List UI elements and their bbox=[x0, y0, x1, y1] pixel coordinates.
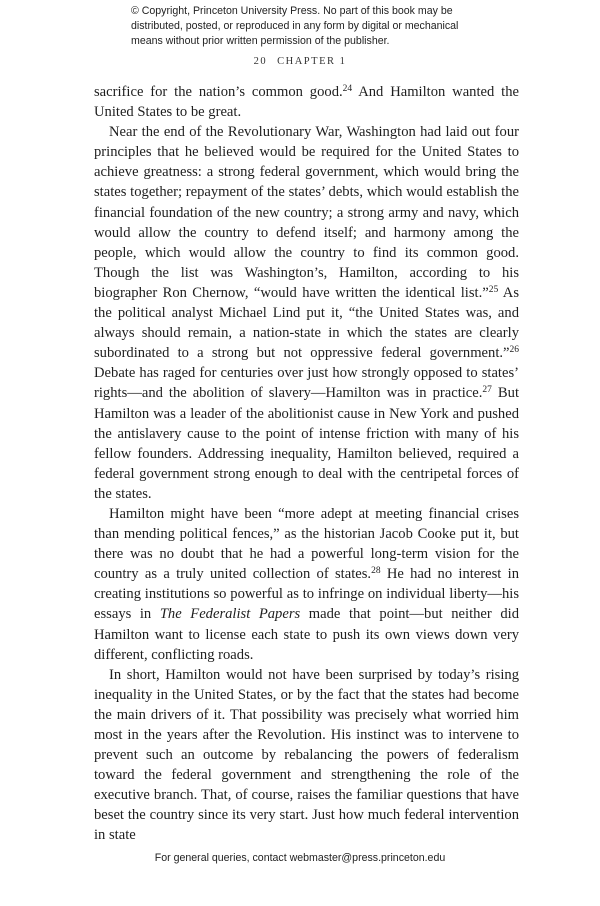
footer-contact: For general queries, contact webmaster@press.princeton.edu bbox=[154, 852, 446, 864]
running-head bbox=[0, 56, 600, 67]
copyright-line: distributed, posted, or reproduced in any form by digital or mechanical bbox=[131, 20, 459, 32]
body-text bbox=[94, 82, 519, 846]
text-run: In short, Hamilton would not have been surprised by today’s rising inequality in the United States, or by the fact that the states had become the main drivers of it. That possibility was precisely what worried him most in the years after the Revolution. His instinct was to intervene to prevent such an outcome by rebalancing the powers of federalism toward the federal government and strengthening the role of the executive branch. That, of course, raises the familiar questions that have beset the country since its very start. Just how much federal intervention in state bbox=[94, 666, 519, 844]
text-run: made that point—but neither did Hamilton want to license each state to push its own views down very different, conflicting roads. bbox=[94, 606, 519, 663]
italic-title: The Federalist Papers bbox=[159, 606, 301, 623]
footnote-ref: 24 bbox=[342, 84, 353, 94]
text-run: Debate has raged for centuries over just how strongly opposed to states’ rights—and the abolition of slavery—Hamilton was in practice. bbox=[94, 365, 519, 402]
footnote-ref: 25 bbox=[488, 284, 499, 295]
paragraph bbox=[94, 122, 519, 504]
text-run: He had no interest in creating institutions so powerful as to infringe on individual liberty—his essays in bbox=[94, 566, 520, 623]
footnote-ref: 26 bbox=[509, 345, 519, 356]
copyright-notice bbox=[131, 4, 491, 49]
paragraph bbox=[94, 665, 519, 846]
footnote-ref: 28 bbox=[371, 566, 381, 577]
paragraph bbox=[94, 82, 519, 122]
text-run: As the political analyst Michael Lind put it, “the United States was, and always should remain, a nation-state in which the states are clearly subordinated to a strong but not oppressive federal government.” bbox=[94, 284, 519, 362]
page-number: 20 bbox=[253, 56, 268, 67]
text-run: But Hamilton was a leader of the abolitionist cause in New York and pushed the antislavery cause to the point of intense friction with many of his fellow founders. Addressing inequality, Hamilton believed, required a federal government strong enough to deal with the centripetal forces of the states. bbox=[94, 385, 519, 502]
text-run: sacrifice for the nation’s common good. bbox=[94, 84, 343, 100]
text-run: And Hamilton wanted the United States to be great. bbox=[94, 84, 519, 121]
footnote-ref: 27 bbox=[482, 385, 492, 396]
chapter-label: CHAPTER 1 bbox=[277, 56, 347, 67]
text-run: Hamilton might have been “more adept at meeting financial crises than mending political fences,” as the historian Jacob Cooke put it, but there was no doubt that he had a powerful long-term vision for the country as a truly united collection of states. bbox=[94, 505, 519, 583]
copyright-line: means without prior written permission of the publisher. bbox=[131, 35, 390, 47]
paragraph bbox=[94, 504, 519, 665]
text-run: Near the end of the Revolutionary War, Washington had laid out four principles that he believed would be required for the United States to achieve greatness: a strong federal government, which would bring the states together; repayment of the states’ debts, which would establish the financial foundation of the new country; a strong army and navy, which would allow the country to defend itself; and harmony among the people, which would allow the country to find its common good. Though the list was Washington’s, Hamilton, according to his biographer Ron Chernow, “would have written the identical list.” bbox=[94, 124, 519, 301]
copyright-line: © Copyright, Princeton University Press. No part of this book may be bbox=[131, 5, 453, 17]
